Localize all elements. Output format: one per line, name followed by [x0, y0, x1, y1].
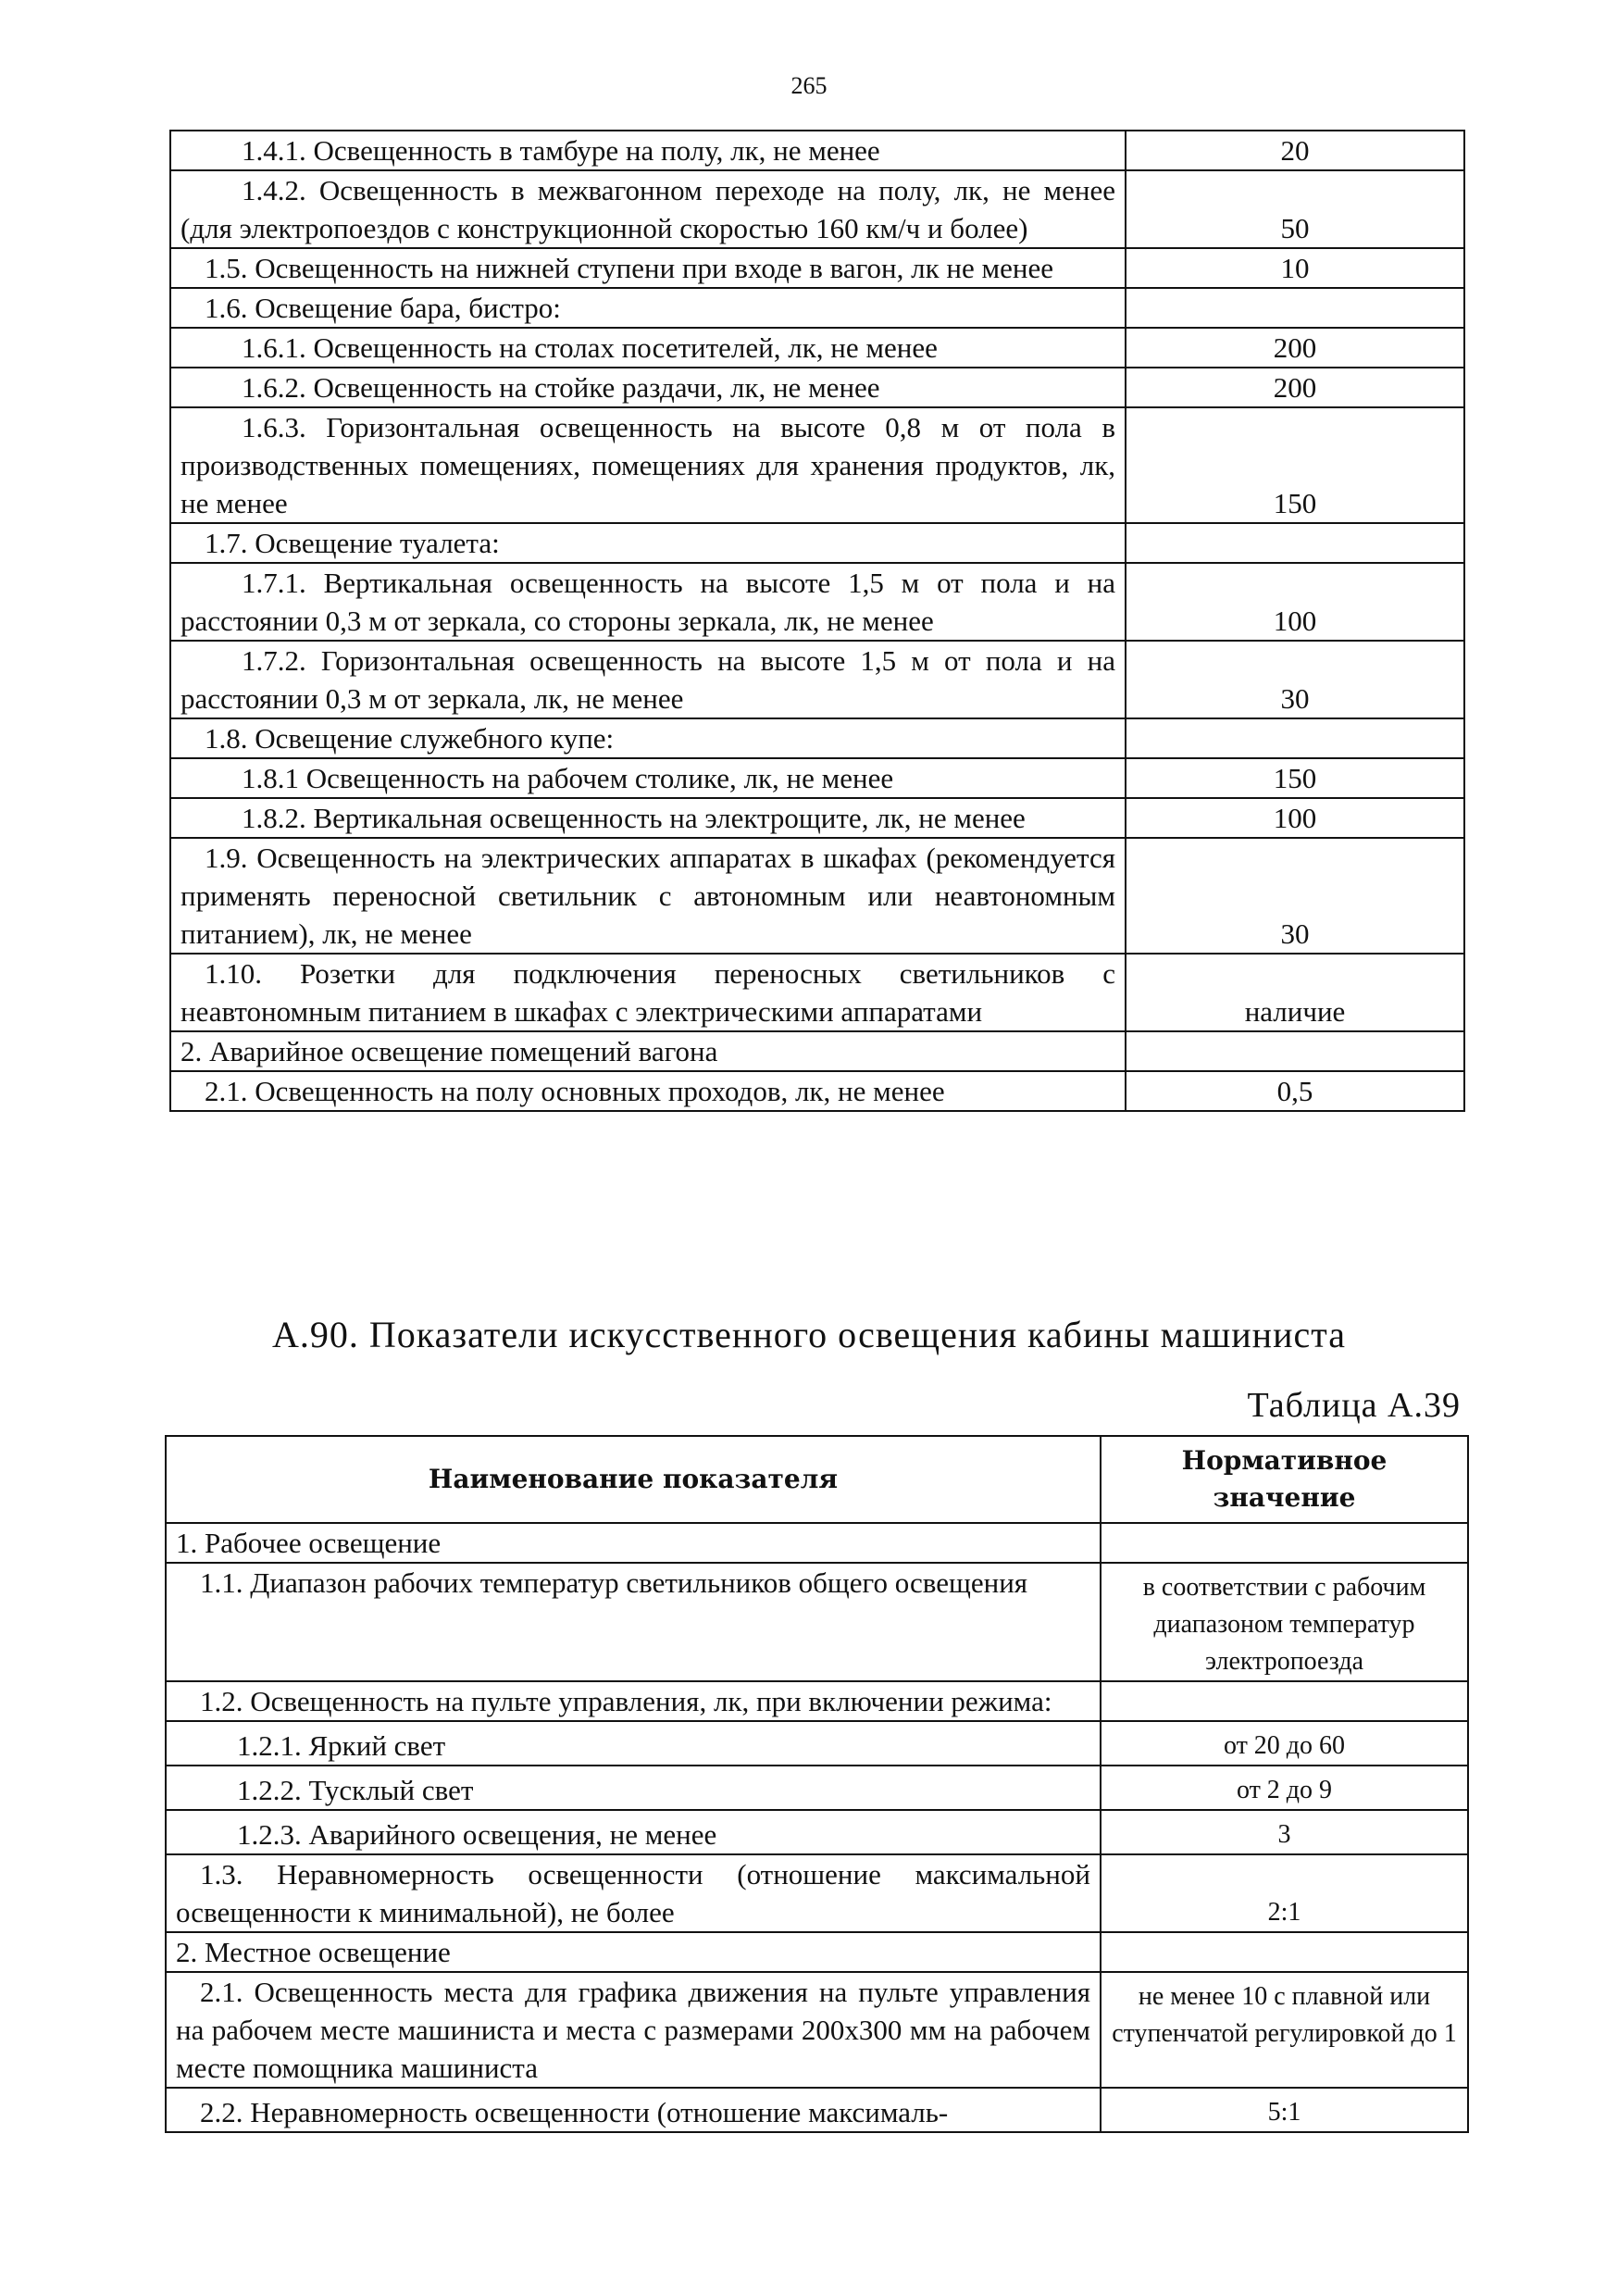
indicator-value — [1101, 1932, 1468, 1972]
indicator-label: 2.1. Освещенность на полу основных проходов, лк, не менее — [170, 1071, 1126, 1111]
indicator-value: 100 — [1126, 798, 1464, 838]
indicator-label: 2. Аварийное освещение помещений вагона — [170, 1031, 1126, 1071]
indicator-label: 1.7.2. Горизонтальная освещенность на высоте 1,5 м от пола и на расстоянии 0,3 м от зеркала, лк, не менее — [170, 641, 1126, 718]
indicator-label: 1.2.2. Тусклый свет — [166, 1766, 1101, 1810]
indicator-label: 1.2.3. Аварийного освещения, не менее — [166, 1810, 1101, 1854]
table-row — [166, 1766, 1468, 1810]
table-row — [166, 1721, 1468, 1766]
indicator-label: 1.7. Освещение туалета: — [170, 523, 1126, 563]
indicator-label: 1.2.1. Яркий свет — [166, 1721, 1101, 1766]
section-title: А.90. Показатели искусственного освещения кабины машиниста — [272, 1314, 1346, 1355]
indicator-label: 1.8.1 Освещенность на рабочем столике, лк, не менее — [170, 758, 1126, 798]
indicator-value: 150 — [1126, 758, 1464, 798]
table-row — [170, 1071, 1464, 1111]
indicator-label: 1.8.2. Вертикальная освещенность на электрощите, лк, не менее — [170, 798, 1126, 838]
table-caption: Таблица А.39 — [1247, 1386, 1461, 1425]
table-row — [166, 1854, 1468, 1932]
indicator-label: 1.6.3. Горизонтальная освещенность на высоте 0,8 м от пола в производственных помещениях, помещениях для хранения продуктов, лк, не менее — [170, 407, 1126, 523]
header-indicator-name: Наименование показателя — [166, 1436, 1101, 1523]
indicator-label: 1.10. Розетки для подключения переносных светильников с неавтономным питанием в шкафах с электрическими аппаратами — [170, 954, 1126, 1031]
indicator-label: 1.6. Освещение бара, бистро: — [170, 288, 1126, 328]
table-row — [170, 288, 1464, 328]
table-row — [166, 1932, 1468, 1972]
indicator-value: 0,5 — [1126, 1071, 1464, 1111]
indicator-value: наличие — [1126, 954, 1464, 1031]
table-row — [170, 954, 1464, 1031]
indicator-label: 1.6.1. Освещенность на столах посетителей, лк, не менее — [170, 328, 1126, 368]
indicator-value: 10 — [1126, 248, 1464, 288]
indicator-label: 1.7.1. Вертикальная освещенность на высоте 1,5 м от пола и на расстоянии 0,3 м от зеркала, со стороны зеркала, лк, не менее — [170, 563, 1126, 641]
indicator-value: в соответствии с рабочим диапазоном температур электропоезда — [1101, 1563, 1468, 1681]
indicator-value: 5:1 — [1101, 2088, 1468, 2132]
indicator-value — [1101, 1523, 1468, 1563]
indicator-label: 1.5. Освещенность на нижней ступени при входе в вагон, лк не менее — [170, 248, 1126, 288]
header-normative-value: Нормативное значение — [1101, 1436, 1468, 1523]
indicator-label: 1.6.2. Освещенность на стойке раздачи, лк, не менее — [170, 368, 1126, 407]
table-row — [166, 2088, 1468, 2132]
indicator-value: от 20 до 60 — [1101, 1721, 1468, 1766]
indicator-value — [1126, 718, 1464, 758]
indicator-value: 100 — [1126, 563, 1464, 641]
table-row — [170, 563, 1464, 641]
table-row — [170, 641, 1464, 718]
table-header-row — [166, 1436, 1468, 1523]
indicator-value — [1126, 288, 1464, 328]
indicator-value — [1101, 1681, 1468, 1721]
table-row — [170, 798, 1464, 838]
indicator-value: 3 — [1101, 1810, 1468, 1854]
page-number: 265 — [790, 72, 828, 99]
indicator-label: 2.2. Неравномерность освещенности (отношение максималь- — [166, 2088, 1101, 2132]
indicator-value: 200 — [1126, 368, 1464, 407]
indicator-label: 2.1. Освещенность места для графика движения на пульте управления на рабочем месте машиниста и места с размерами 200х300 мм на рабочем месте помощника машиниста — [166, 1972, 1101, 2088]
table-row — [166, 1523, 1468, 1563]
indicator-label: 1.3. Неравномерность освещенности (отношение максимальной освещенности к минимальной), не более — [166, 1854, 1101, 1932]
table-row — [170, 758, 1464, 798]
lighting-norms-table-continued — [169, 130, 1465, 1112]
indicator-label: 1.2. Освещенность на пульте управления, лк, при включении режима: — [166, 1681, 1101, 1721]
table-row — [170, 368, 1464, 407]
indicator-label: 1. Рабочее освещение — [166, 1523, 1101, 1563]
table-row — [166, 1563, 1468, 1681]
indicator-value — [1126, 523, 1464, 563]
table-row — [170, 328, 1464, 368]
table-row — [170, 718, 1464, 758]
indicator-value: 20 — [1126, 131, 1464, 170]
indicator-label: 1.4.2. Освещенность в межвагонном переходе на полу, лк, не менее (для электропоездов с конструкционной скоростью 160 км/ч и более) — [170, 170, 1126, 248]
table-row — [170, 407, 1464, 523]
indicator-value: 30 — [1126, 641, 1464, 718]
indicator-label: 1.1. Диапазон рабочих температур светильников общего освещения — [166, 1563, 1101, 1681]
table-row — [170, 170, 1464, 248]
indicator-value: 2:1 — [1101, 1854, 1468, 1932]
table-row — [170, 838, 1464, 954]
indicator-value: не менее 10 с плавной или ступенчатой регулировкой до 1 — [1101, 1972, 1468, 2088]
table-row — [166, 1681, 1468, 1721]
indicator-label: 2. Местное освещение — [166, 1932, 1101, 1972]
table-row — [170, 523, 1464, 563]
indicator-value: 30 — [1126, 838, 1464, 954]
table-row — [166, 1810, 1468, 1854]
table-row — [170, 248, 1464, 288]
indicator-label: 1.9. Освещенность на электрических аппаратах в шкафах (рекомендуется применять переносной светильник с автономным или неавтономным питанием), лк, не менее — [170, 838, 1126, 954]
indicator-value — [1126, 1031, 1464, 1071]
table-row — [170, 1031, 1464, 1071]
cab-lighting-table — [165, 1435, 1469, 2133]
indicator-label: 1.8. Освещение служебного купе: — [170, 718, 1126, 758]
table-row — [170, 131, 1464, 170]
indicator-value: от 2 до 9 — [1101, 1766, 1468, 1810]
indicator-value: 150 — [1126, 407, 1464, 523]
table-row — [166, 1972, 1468, 2088]
indicator-label: 1.4.1. Освещенность в тамбуре на полу, лк, не менее — [170, 131, 1126, 170]
indicator-value: 50 — [1126, 170, 1464, 248]
indicator-value: 200 — [1126, 328, 1464, 368]
